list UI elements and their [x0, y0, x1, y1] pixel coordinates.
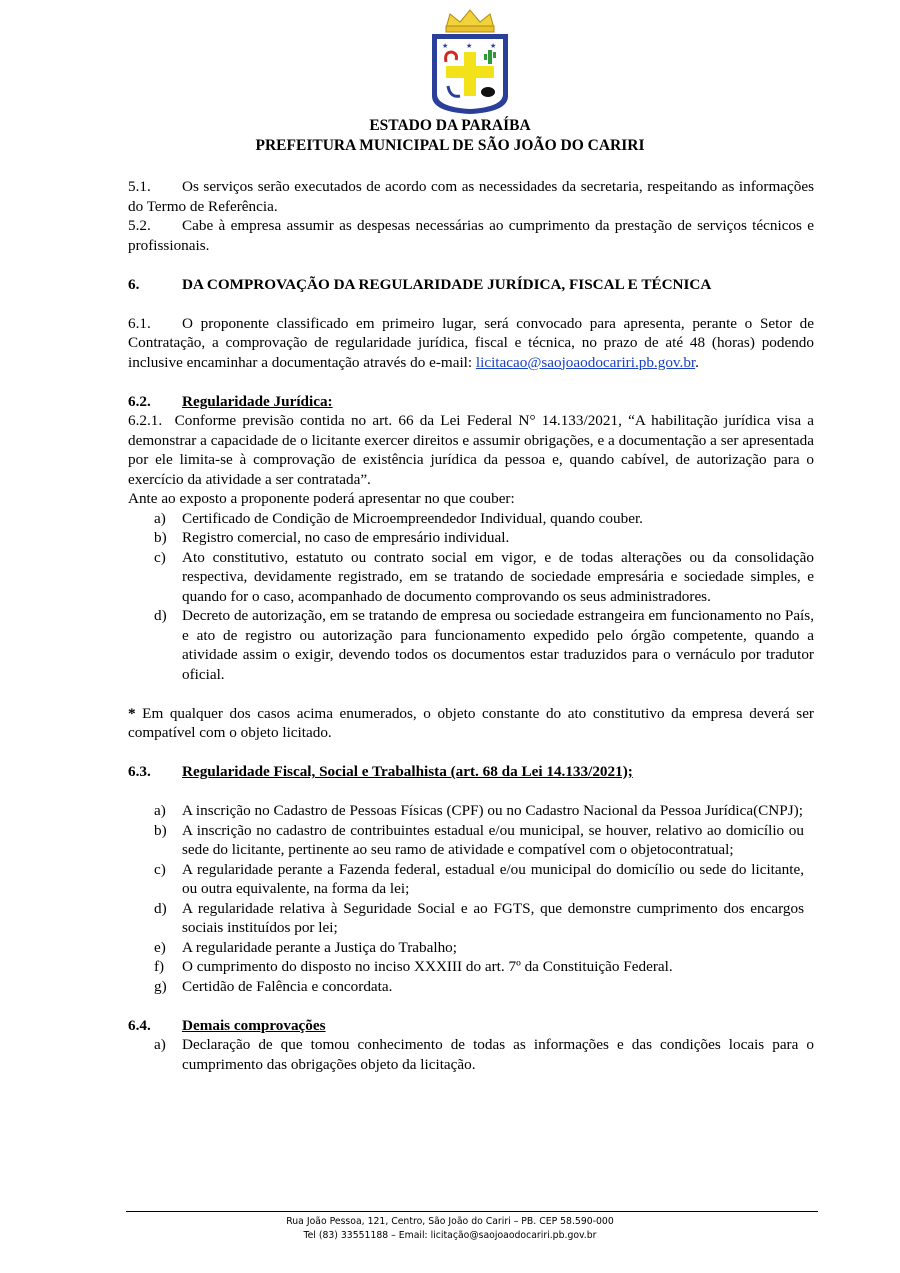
- list-marker: d): [154, 607, 167, 624]
- clause-text: Cabe à empresa assumir as despesas necessárias ao cumprimento da prestação de serviços técnicos e profissionais.: [128, 217, 814, 254]
- list-marker: c): [154, 548, 166, 566]
- section-title: Regularidade Fiscal, Social e Trabalhista (art. 68 da Lei 14.133/2021);: [182, 763, 633, 780]
- note-asterisk: *: [128, 704, 136, 722]
- footer-contact: Tel (83) 33551188 – Email: licitação@saojoaodocariri.pb.gov.br: [303, 1230, 597, 1241]
- clause-6-1: [128, 314, 814, 373]
- list-text: A inscrição no cadastro de contribuintes estadual e/ou municipal, se houver, relativo ao domicílio ou sede do licitante, pertinente ao seu ramo de atividade e compatível com o objetocontratual;: [182, 821, 804, 858]
- clause-5-1: [128, 177, 814, 216]
- list-marker: d): [154, 899, 167, 917]
- fiscal-list: [128, 801, 814, 996]
- svg-text:★: ★: [466, 42, 473, 50]
- clause-text: Conforme previsão contida no art. 66 da Lei Federal N° 14.133/2021, “A habilitação jurídica visa a demonstrar a capacidade de o licitante exercer direitos e assumir obrigações, e a documentação a ser apresentada por ele limita-se à comprovação de existência jurídica da pessoa e, quando cabível, de autorização para o exercício da atividade a ser contratada”.: [128, 412, 815, 488]
- note-paragraph: [128, 704, 814, 743]
- list-text: Registro comercial, no caso de empresário individual.: [182, 529, 510, 546]
- clause-text: O proponente classificado em primeiro lugar, será convocado para apresenta, perante o Setor de Contratação, a comprovação de regularidade jurídica, fiscal e técnica, no prazo de até 48 (horas) podendo inclusive encaminhar a documentação através do e-mail:: [128, 314, 814, 371]
- svg-text:★: ★: [442, 42, 449, 50]
- section-title: Demais comprovações: [182, 1016, 326, 1034]
- list-item: [128, 509, 814, 529]
- list-text: A regularidade perante a Fazenda federal, estadual e/ou municipal do domicílio ou sede do licitante, ou outra equivalente, na forma da lei;: [182, 860, 804, 897]
- state-heading: ESTADO DA PARAÍBA: [369, 117, 531, 134]
- section-number: 6.2.: [128, 392, 151, 410]
- list-text: Certidão de Falência e concordata.: [182, 977, 393, 995]
- list-marker: c): [154, 860, 166, 878]
- list-item: [128, 606, 814, 684]
- clause-end: .: [695, 353, 699, 371]
- section-title: DA COMPROVAÇÃO DA REGULARIDADE JURÍDICA, FISCAL E TÉCNICA: [182, 275, 712, 293]
- list-text: A regularidade perante a Justiça do Trabalho;: [182, 938, 457, 956]
- document-body: [128, 177, 814, 1074]
- section-6-4-heading: [128, 1016, 814, 1036]
- list-item: [128, 860, 814, 899]
- list-item: [128, 899, 814, 938]
- municipality-heading: PREFEITURA MUNICIPAL DE SÃO JOÃO DO CARIRI: [255, 137, 645, 154]
- list-text: A inscrição no Cadastro de Pessoas Físicas (CPF) ou no Cadastro Nacional da Pessoa Jurídica(CNPJ);: [182, 802, 803, 819]
- clause-number: 6.1.: [128, 314, 151, 332]
- section-6-3-heading: [128, 762, 814, 782]
- list-marker: a): [154, 802, 166, 819]
- list-text: Declaração de que tomou conhecimento de todas as informações e das condições locais para o cumprimento das obrigações objeto da licitação.: [182, 1036, 814, 1073]
- list-item: [128, 528, 814, 548]
- list-item: [128, 938, 814, 958]
- list-item: [128, 1035, 814, 1074]
- section-number: 6.4.: [128, 1016, 151, 1034]
- list-item: [128, 977, 814, 997]
- section-number: 6.3.: [128, 763, 151, 780]
- clause-number: 5.2.: [128, 217, 151, 234]
- section-title: Regularidade Jurídica:: [182, 392, 333, 410]
- clause-6-2-1: [128, 411, 814, 489]
- juridica-list: [128, 509, 814, 685]
- demais-list: [128, 1035, 814, 1074]
- email-link[interactable]: licitacao@saojoaodocariri.pb.gov.br: [475, 353, 696, 371]
- footer-divider: [126, 1211, 818, 1212]
- section-number: 6.: [128, 275, 140, 293]
- list-marker: b): [154, 821, 167, 839]
- list-item: [128, 821, 814, 860]
- section-6-heading: [128, 275, 814, 295]
- list-marker: a): [154, 509, 166, 527]
- list-item: [128, 801, 814, 821]
- list-text: Certificado de Condição de Microempreendedor Individual, quando couber.: [182, 509, 643, 527]
- list-text: Ato constitutivo, estatuto ou contrato social em vigor, e de todas alterações ou da consolidação respectiva, devidamente registrado, em se tratando de sociedade empresária e sociedade simples, e quando for o caso, acompanhado de documento comprovando os seus administradores.: [182, 548, 814, 605]
- list-item: [128, 548, 814, 607]
- list-marker: b): [154, 529, 167, 546]
- clause-text: Os serviços serão executados de acordo com as necessidades da secretaria, respeitando as informações do Termo de Referência.: [128, 178, 814, 215]
- list-marker: f): [154, 958, 165, 975]
- list-text: O cumprimento do disposto no inciso XXXIII do art. 7º da Constituição Federal.: [182, 958, 673, 975]
- municipal-coat-of-arms-logo: [424, 8, 516, 116]
- clause-5-2: [128, 216, 814, 255]
- clause-number: 5.1.: [128, 178, 151, 195]
- list-marker: e): [154, 938, 166, 956]
- section-6-2-heading: [128, 392, 814, 412]
- list-marker: a): [154, 1036, 166, 1053]
- list-intro: Ante ao exposto a proponente poderá apresentar no que couber:: [128, 490, 515, 507]
- note-text: Em qualquer dos casos acima enumerados, o objeto constante do ato constitutivo da empresa deverá ser compatível com o objeto licitado.: [128, 704, 814, 741]
- list-item: [128, 957, 814, 977]
- footer-address: Rua João Pessoa, 121, Centro, São João do Cariri – PB. CEP 58.590-000: [286, 1216, 614, 1227]
- svg-text:★: ★: [490, 42, 497, 50]
- list-text: A regularidade relativa à Seguridade Social e ao FGTS, que demonstre cumprimento dos encargos sociais instituídos por lei;: [182, 899, 804, 936]
- list-marker: g): [154, 977, 167, 995]
- clause-number: 6.2.1.: [128, 412, 163, 429]
- list-text: Decreto de autorização, em se tratando de empresa ou sociedade estrangeira em funcionamento no País, e ato de registro ou autorização para funcionamento expedido pelo órgão competente, quando a atividade assim o exigir, devendo todos os documentos estar traduzidos para o vernáculo por tradutor oficial.: [182, 607, 814, 683]
